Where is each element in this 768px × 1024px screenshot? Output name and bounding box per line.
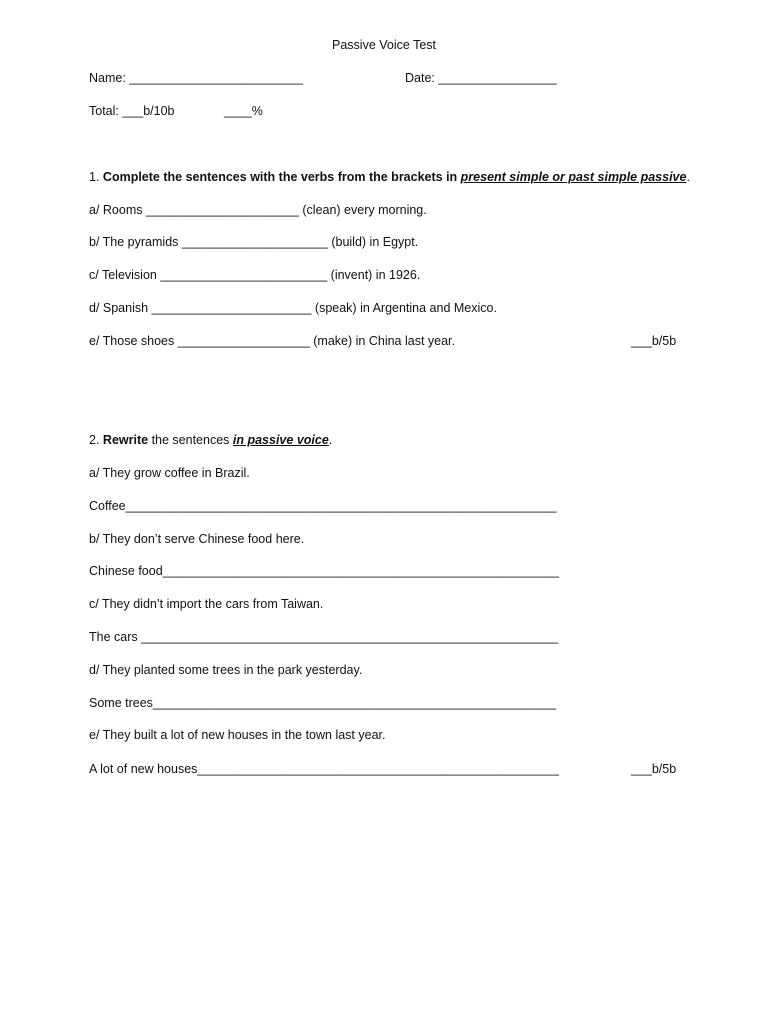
section1-instruction <box>89 169 690 185</box>
section1-item-c: c/ Television ________________________ (invent) in 1926. <box>89 268 421 282</box>
section2-answer-b: Chinese food_________________________________________________________ <box>89 564 559 578</box>
section1-item-e: e/ Those shoes ___________________ (make) in China last year. <box>89 334 455 348</box>
section2-instr-end: . <box>328 433 333 447</box>
section2-instr-plain: the sentences <box>151 433 230 447</box>
section1-score: ___b/5b <box>631 334 677 348</box>
section2-item-b: b/ They don’t serve Chinese food here. <box>89 532 305 546</box>
section2-instruction <box>89 432 332 448</box>
section1-item-b: b/ The pyramids _____________________ (build) in Egypt. <box>89 235 419 249</box>
section2-answer-d: Some trees__________________________________________________________ <box>89 696 557 710</box>
section2-item-c: c/ They didn’t import the cars from Taiwan. <box>89 597 324 611</box>
section1-instr-emphasis: present simple or past simple passive <box>460 170 687 184</box>
name-field: Name: _________________________ <box>89 71 304 85</box>
section1-item-a: a/ Rooms ______________________ (clean) every morning. <box>89 203 427 217</box>
total-percent: ____% <box>224 104 263 118</box>
section2-score: ___b/5b <box>631 762 677 776</box>
section2-item-a: a/ They grow coffee in Brazil. <box>89 466 250 480</box>
section1-instr-bold: Complete the sentences with the verbs from the brackets in <box>102 170 458 184</box>
section2-item-d: d/ They planted some trees in the park yesterday. <box>89 663 363 677</box>
section2-instr-emphasis: in passive voice <box>232 433 329 447</box>
section1-number: 1. <box>89 170 100 184</box>
section1-item-d: d/ Spanish _______________________ (speak) in Argentina and Mexico. <box>89 301 497 315</box>
total-score: Total: ___b/10b <box>89 104 175 118</box>
section2-answer-c: The cars ____________________________________________________________ <box>89 630 559 644</box>
section2-item-e: e/ They built a lot of new houses in the town last year. <box>89 728 386 742</box>
section2-instr-bold: Rewrite <box>102 433 149 447</box>
date-field: Date: _________________ <box>405 71 557 85</box>
section2-answer-e: A lot of new houses____________________________________________________ <box>89 762 559 776</box>
section2-number: 2. <box>89 433 100 447</box>
page-title: Passive Voice Test <box>332 38 436 52</box>
section2-answer-a: Coffee______________________________________________________________ <box>89 499 557 513</box>
section1-instr-end: . <box>686 170 690 184</box>
